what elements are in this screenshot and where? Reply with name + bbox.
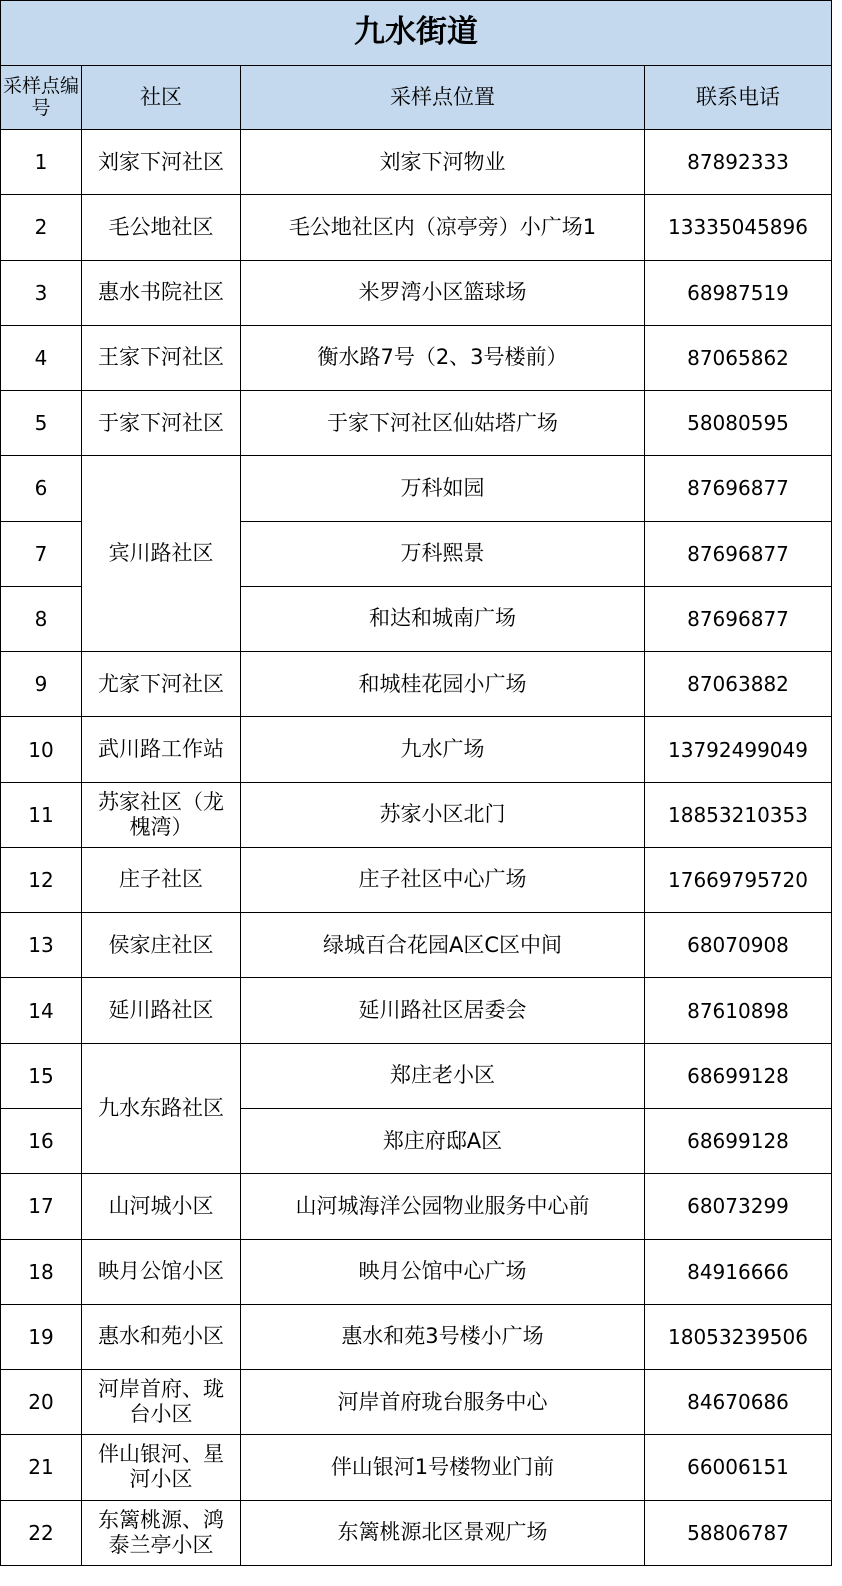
- cell-site-number: 9: [1, 652, 82, 717]
- cell-site-number: 14: [1, 978, 82, 1043]
- cell-location: 郑庄老小区: [241, 1043, 645, 1108]
- cell-site-number: 21: [1, 1435, 82, 1500]
- cell-site-number: 18: [1, 1239, 82, 1304]
- cell-phone: 68987519: [645, 260, 832, 325]
- cell-site-number: 7: [1, 521, 82, 586]
- cell-location: 于家下河社区仙姑塔广场: [241, 391, 645, 456]
- table-row: [1, 1370, 832, 1435]
- cell-phone: 68070908: [645, 913, 832, 978]
- cell-community: 于家下河社区: [82, 391, 241, 456]
- cell-location: 毛公地社区内（凉亭旁）小广场1: [241, 195, 645, 260]
- cell-phone: 87892333: [645, 130, 832, 195]
- cell-community: 延川路社区: [82, 978, 241, 1043]
- cell-phone: 87696877: [645, 521, 832, 586]
- cell-location: 郑庄府邸A区: [241, 1108, 645, 1173]
- cell-site-number: 2: [1, 195, 82, 260]
- header-location: 采样点位置: [241, 66, 645, 130]
- table-row: [1, 1500, 832, 1565]
- cell-community: 尤家下河社区: [82, 652, 241, 717]
- cell-location: 延川路社区居委会: [241, 978, 645, 1043]
- cell-community: 东篱桃源、鸿泰兰亭小区: [82, 1500, 241, 1565]
- cell-community: 苏家社区（龙槐湾）: [82, 782, 241, 847]
- cell-location: 东篱桃源北区景观广场: [241, 1500, 645, 1565]
- table-row: [1, 978, 832, 1043]
- table-row: [1, 1174, 832, 1239]
- cell-location: 绿城百合花园A区C区中间: [241, 913, 645, 978]
- cell-site-number: 22: [1, 1500, 82, 1565]
- cell-site-number: 17: [1, 1174, 82, 1239]
- cell-community: 惠水和苑小区: [82, 1304, 241, 1369]
- cell-phone: 17669795720: [645, 847, 832, 912]
- table-row: [1, 1043, 832, 1108]
- cell-location: 映月公馆中心广场: [241, 1239, 645, 1304]
- cell-location: 万科熙景: [241, 521, 645, 586]
- cell-location: 万科如园: [241, 456, 645, 521]
- cell-location: 九水广场: [241, 717, 645, 782]
- header-site-number: 采样点编号: [1, 66, 82, 130]
- cell-site-number: 15: [1, 1043, 82, 1108]
- cell-site-number: 19: [1, 1304, 82, 1369]
- table-title: 九水街道: [1, 1, 832, 66]
- cell-site-number: 3: [1, 260, 82, 325]
- table-row: [1, 391, 832, 456]
- cell-community: 毛公地社区: [82, 195, 241, 260]
- cell-location: 伴山银河1号楼物业门前: [241, 1435, 645, 1500]
- table-row: [1, 652, 832, 717]
- cell-phone: 13792499049: [645, 717, 832, 782]
- cell-phone: 18053239506: [645, 1304, 832, 1369]
- cell-phone: 58080595: [645, 391, 832, 456]
- cell-phone: 68699128: [645, 1108, 832, 1173]
- cell-location: 庄子社区中心广场: [241, 847, 645, 912]
- cell-site-number: 11: [1, 782, 82, 847]
- cell-location: 米罗湾小区篮球场: [241, 260, 645, 325]
- cell-site-number: 20: [1, 1370, 82, 1435]
- cell-phone: 18853210353: [645, 782, 832, 847]
- cell-location: 惠水和苑3号楼小广场: [241, 1304, 645, 1369]
- cell-community: 侯家庄社区: [82, 913, 241, 978]
- cell-location: 河岸首府珑台服务中心: [241, 1370, 645, 1435]
- cell-community: 河岸首府、珑台小区: [82, 1370, 241, 1435]
- cell-community: 九水东路社区: [82, 1043, 241, 1174]
- cell-community: 宾川路社区: [82, 456, 241, 652]
- table-row: [1, 782, 832, 847]
- cell-phone: 58806787: [645, 1500, 832, 1565]
- cell-phone: 66006151: [645, 1435, 832, 1500]
- header-row: [1, 66, 832, 130]
- cell-site-number: 1: [1, 130, 82, 195]
- table-row: [1, 260, 832, 325]
- cell-site-number: 10: [1, 717, 82, 782]
- cell-phone: 84670686: [645, 1370, 832, 1435]
- cell-phone: 87696877: [645, 586, 832, 651]
- cell-community: 王家下河社区: [82, 325, 241, 390]
- cell-community: 映月公馆小区: [82, 1239, 241, 1304]
- cell-phone: 13335045896: [645, 195, 832, 260]
- cell-site-number: 8: [1, 586, 82, 651]
- table-row: [1, 913, 832, 978]
- header-community: 社区: [82, 66, 241, 130]
- cell-community: 山河城小区: [82, 1174, 241, 1239]
- cell-phone: 87610898: [645, 978, 832, 1043]
- header-phone: 联系电话: [645, 66, 832, 130]
- table-row: [1, 1239, 832, 1304]
- table-row: [1, 130, 832, 195]
- table-row: [1, 847, 832, 912]
- cell-phone: 87696877: [645, 456, 832, 521]
- cell-location: 和达和城南广场: [241, 586, 645, 651]
- title-row: [1, 1, 832, 66]
- cell-location: 衡水路7号（2、3号楼前）: [241, 325, 645, 390]
- cell-phone: 68073299: [645, 1174, 832, 1239]
- cell-location: 苏家小区北门: [241, 782, 645, 847]
- cell-site-number: 13: [1, 913, 82, 978]
- cell-site-number: 16: [1, 1108, 82, 1173]
- table-row: [1, 195, 832, 260]
- cell-community: 惠水书院社区: [82, 260, 241, 325]
- cell-site-number: 5: [1, 391, 82, 456]
- cell-site-number: 6: [1, 456, 82, 521]
- cell-community: 伴山银河、星河小区: [82, 1435, 241, 1500]
- cell-phone: 87065862: [645, 325, 832, 390]
- table-row: [1, 325, 832, 390]
- cell-phone: 68699128: [645, 1043, 832, 1108]
- cell-site-number: 4: [1, 325, 82, 390]
- cell-community: 刘家下河社区: [82, 130, 241, 195]
- table-body: [1, 130, 832, 1566]
- cell-community: 武川路工作站: [82, 717, 241, 782]
- cell-community: 庄子社区: [82, 847, 241, 912]
- cell-phone: 87063882: [645, 652, 832, 717]
- cell-location: 和城桂花园小广场: [241, 652, 645, 717]
- table-row: [1, 717, 832, 782]
- cell-location: 刘家下河物业: [241, 130, 645, 195]
- cell-phone: 84916666: [645, 1239, 832, 1304]
- table-row: [1, 1304, 832, 1369]
- cell-location: 山河城海洋公园物业服务中心前: [241, 1174, 645, 1239]
- cell-site-number: 12: [1, 847, 82, 912]
- table-row: [1, 456, 832, 521]
- table-row: [1, 1435, 832, 1500]
